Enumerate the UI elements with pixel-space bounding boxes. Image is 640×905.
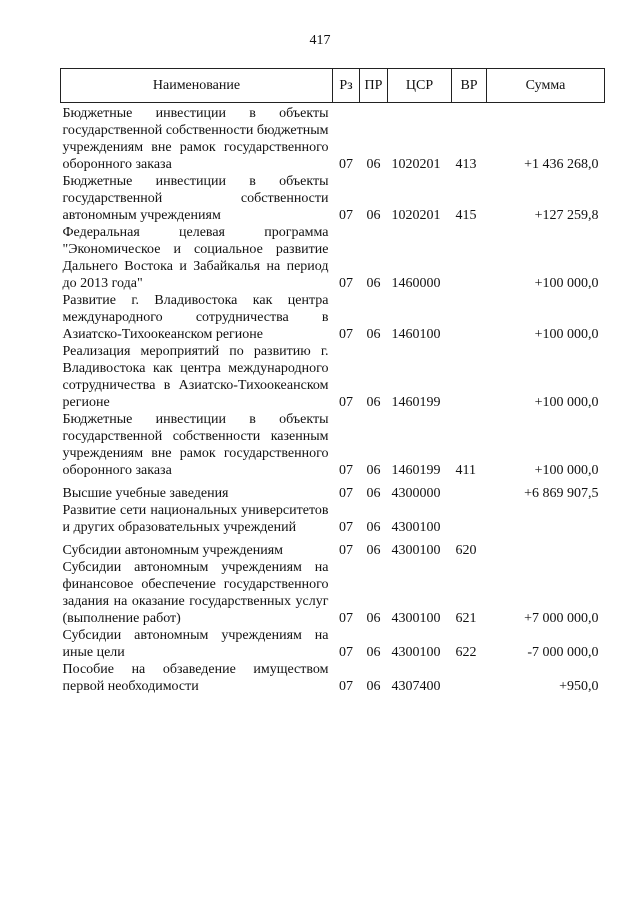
table-body xyxy=(61,103,605,696)
header-name: Наименование xyxy=(61,69,333,103)
cell-csr: 4307400 xyxy=(391,679,441,694)
header-vr: ВР xyxy=(452,69,487,103)
cell-pr: 06 xyxy=(366,157,381,172)
cell-sum: +100 000,0 xyxy=(534,276,599,291)
cell-pr: 06 xyxy=(366,395,381,410)
cell-rz: 07 xyxy=(339,486,353,501)
cell-pr: 06 xyxy=(366,486,381,501)
table-row xyxy=(61,559,605,627)
table-row xyxy=(61,661,605,695)
table-row xyxy=(61,292,605,343)
cell-name: Пособие на обзаведение имуществом первой необходимости xyxy=(62,662,329,694)
cell-csr: 4300100 xyxy=(391,645,441,660)
cell-rz: 07 xyxy=(339,611,353,626)
cell-sum: +127 259,8 xyxy=(534,208,599,223)
cell-name: Субсидии автономным учреждениям xyxy=(62,543,284,558)
cell-csr: 4300100 xyxy=(391,520,441,535)
header-sum: Сумма xyxy=(487,69,605,103)
cell-vr xyxy=(452,479,487,502)
cell-vr: 622 xyxy=(455,645,477,660)
cell-vr: 413 xyxy=(455,157,477,172)
cell-pr: 06 xyxy=(366,327,381,342)
cell-csr: 1460199 xyxy=(391,395,441,410)
cell-sum: +100 000,0 xyxy=(534,463,599,478)
table-row xyxy=(61,411,605,479)
cell-sum xyxy=(487,536,605,559)
cell-vr xyxy=(452,661,487,695)
cell-name: Бюджетные инвестиции в объекты государственной собственности бюджетным учреждениям вне рамок государственного оборонного заказа xyxy=(62,106,329,172)
page-number: 417 xyxy=(309,33,331,48)
cell-csr: 1460199 xyxy=(391,463,441,478)
table-row xyxy=(61,224,605,292)
cell-rz: 07 xyxy=(339,463,353,478)
cell-vr: 620 xyxy=(455,543,477,558)
cell-csr: 1020201 xyxy=(391,208,441,223)
header-row xyxy=(61,69,605,103)
budget-table xyxy=(60,68,605,695)
table-row xyxy=(61,343,605,411)
cell-csr: 4300100 xyxy=(391,543,441,558)
cell-name: Федеральная целевая программа "Экономическое и социальное развитие Дальнего Востока и Забайкалья на период до 2013 года" xyxy=(62,225,329,291)
cell-rz: 07 xyxy=(339,157,353,172)
cell-csr: 4300000 xyxy=(391,486,441,501)
cell-rz: 07 xyxy=(339,645,353,660)
header-rz: Рз xyxy=(333,69,360,103)
cell-sum: -7 000 000,0 xyxy=(527,645,599,660)
cell-sum: +1 436 268,0 xyxy=(524,157,599,172)
cell-sum: +950,0 xyxy=(559,679,599,694)
cell-vr: 621 xyxy=(455,611,477,626)
cell-rz: 07 xyxy=(339,276,353,291)
cell-vr: 411 xyxy=(455,463,476,478)
cell-name: Высшие учебные заведения xyxy=(62,486,229,501)
cell-name: Развитие сети национальных университетов и других образовательных учреждений xyxy=(62,503,329,535)
cell-pr: 06 xyxy=(366,679,381,694)
cell-pr: 06 xyxy=(366,520,381,535)
cell-pr: 06 xyxy=(366,611,381,626)
table-row xyxy=(61,627,605,661)
cell-pr: 06 xyxy=(366,463,381,478)
cell-pr: 06 xyxy=(366,543,381,558)
cell-name: Субсидии автономным учреждениям на финансовое обеспечение государственного задания на оказание государственных услуг (выполнение работ) xyxy=(62,560,329,626)
cell-name: Бюджетные инвестиции в объекты государственной собственности казенным учреждениям вне рамок государственного оборонного заказа xyxy=(62,412,329,478)
cell-vr xyxy=(452,502,487,536)
cell-vr xyxy=(452,292,487,343)
cell-name: Развитие г. Владивостока как центра международного сотрудничества в Азиатско-Тихоокеанском регионе xyxy=(62,293,329,342)
cell-pr: 06 xyxy=(366,645,381,660)
table-row xyxy=(61,502,605,536)
cell-name: Субсидии автономным учреждениям на иные цели xyxy=(62,628,329,660)
cell-rz: 07 xyxy=(339,520,353,535)
table-row xyxy=(61,103,605,174)
cell-sum xyxy=(487,502,605,536)
cell-rz: 07 xyxy=(339,543,353,558)
cell-rz: 07 xyxy=(339,327,353,342)
cell-rz: 07 xyxy=(339,208,353,223)
cell-vr xyxy=(452,343,487,411)
table-row xyxy=(61,479,605,502)
cell-name: Реализация мероприятий по развитию г. Владивостока как центра международного сотрудничества в Азиатско-Тихоокеанском регионе xyxy=(62,344,329,410)
header-csr: ЦСР xyxy=(388,69,452,103)
cell-sum: +100 000,0 xyxy=(534,327,599,342)
table-row xyxy=(61,173,605,224)
table-header xyxy=(61,69,605,103)
cell-vr: 415 xyxy=(455,208,477,223)
cell-rz: 07 xyxy=(339,395,353,410)
cell-csr: 4300100 xyxy=(391,611,441,626)
budget-table-container xyxy=(60,68,604,695)
cell-rz: 07 xyxy=(339,679,353,694)
cell-csr: 1460100 xyxy=(391,327,441,342)
cell-sum: +7 000 000,0 xyxy=(524,611,599,626)
cell-sum: +100 000,0 xyxy=(534,395,599,410)
cell-vr xyxy=(452,224,487,292)
cell-pr: 06 xyxy=(366,276,381,291)
cell-csr: 1460000 xyxy=(391,276,441,291)
table-row xyxy=(61,536,605,559)
header-pr: ПР xyxy=(360,69,388,103)
cell-pr: 06 xyxy=(366,208,381,223)
cell-name: Бюджетные инвестиции в объекты государственной собственности автономным учреждениям xyxy=(62,174,329,223)
cell-csr: 1020201 xyxy=(391,157,441,172)
cell-sum: +6 869 907,5 xyxy=(524,486,599,501)
